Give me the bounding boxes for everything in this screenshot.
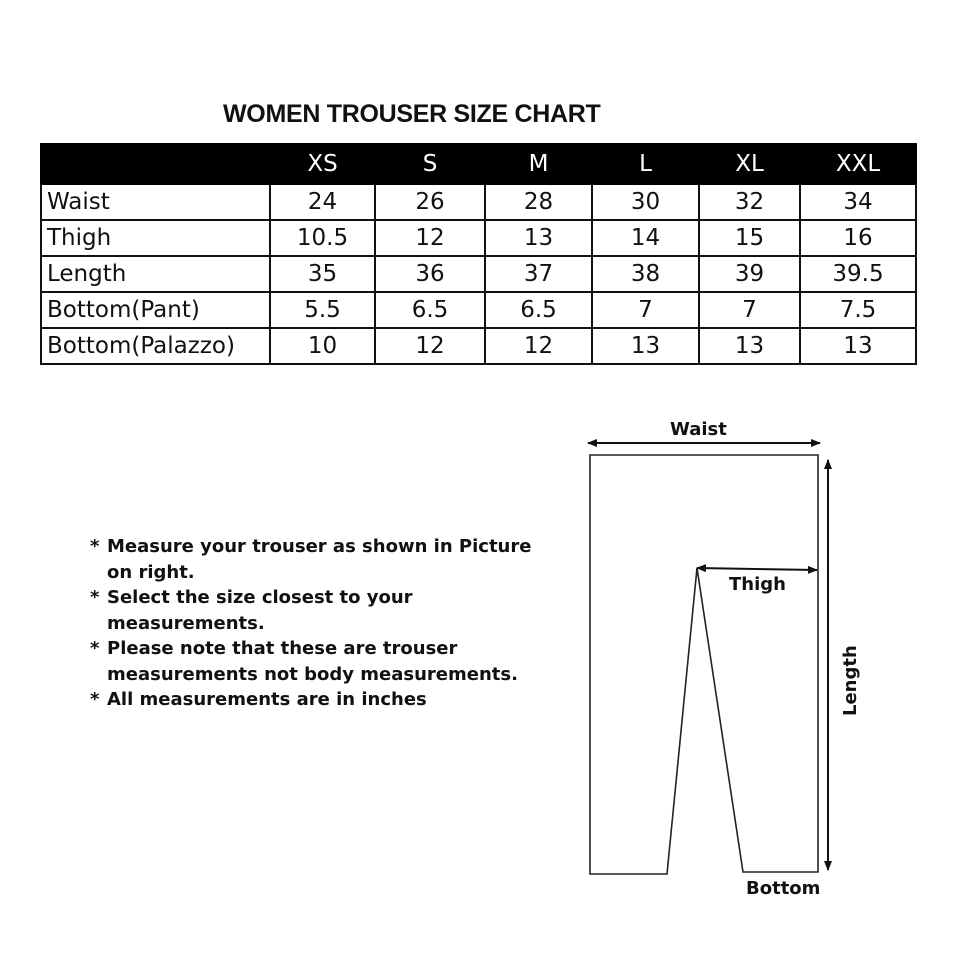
table-cell: 7 — [699, 292, 800, 328]
table-cell: 34 — [800, 184, 916, 220]
table-cell: 13 — [800, 328, 916, 364]
table-cell: 13 — [592, 328, 699, 364]
row-label: Bottom(Pant) — [41, 292, 270, 328]
size-header: XS — [270, 144, 375, 184]
table-cell: 6.5 — [485, 292, 592, 328]
row-label: Thigh — [41, 220, 270, 256]
trouser-outline — [590, 455, 818, 874]
table-cell: 13 — [699, 328, 800, 364]
size-header: L — [592, 144, 699, 184]
table-cell: 28 — [485, 184, 592, 220]
table-cell: 39 — [699, 256, 800, 292]
table-cell: 26 — [375, 184, 485, 220]
chart-title: WOMEN TROUSER SIZE CHART — [223, 100, 601, 128]
table-cell: 6.5 — [375, 292, 485, 328]
table-cell: 16 — [800, 220, 916, 256]
note-text: Please note that these are trouser measurements not body measurements. — [107, 638, 518, 685]
asterisk: * — [90, 536, 100, 557]
row-label: Bottom(Palazzo) — [41, 328, 270, 364]
table-cell: 15 — [699, 220, 800, 256]
note-text: Measure your trouser as shown in Picture on right. — [107, 536, 532, 583]
table-cell: 30 — [592, 184, 699, 220]
row-label: Waist — [41, 184, 270, 220]
size-header: S — [375, 144, 485, 184]
size-header: XXL — [800, 144, 916, 184]
table-cell: 39.5 — [800, 256, 916, 292]
table-cell: 10 — [270, 328, 375, 364]
size-header: XL — [699, 144, 800, 184]
table-cell: 37 — [485, 256, 592, 292]
bottom-label: Bottom — [746, 878, 821, 899]
asterisk: * — [90, 638, 100, 659]
note-text: Select the size closest to your measurements. — [107, 587, 413, 634]
table-cell: 35 — [270, 256, 375, 292]
asterisk: * — [90, 587, 100, 608]
table-cell: 12 — [375, 220, 485, 256]
table-cell: 13 — [485, 220, 592, 256]
note-text: All measurements are in inches — [107, 689, 427, 710]
table-cell: 24 — [270, 184, 375, 220]
table-cell: 36 — [375, 256, 485, 292]
length-label: Length — [840, 645, 861, 716]
table-cell: 7 — [592, 292, 699, 328]
table-cell: 7.5 — [800, 292, 916, 328]
row-label: Length — [41, 256, 270, 292]
table-cell: 12 — [375, 328, 485, 364]
table-cell: 10.5 — [270, 220, 375, 256]
thigh-label: Thigh — [729, 574, 786, 595]
table-cell: 38 — [592, 256, 699, 292]
table-cell: 14 — [592, 220, 699, 256]
table-cell: 5.5 — [270, 292, 375, 328]
asterisk: * — [90, 689, 100, 710]
size-header: M — [485, 144, 592, 184]
waist-label: Waist — [670, 419, 727, 440]
thigh-arrow — [697, 568, 817, 570]
table-cell: 12 — [485, 328, 592, 364]
table-cell: 32 — [699, 184, 800, 220]
